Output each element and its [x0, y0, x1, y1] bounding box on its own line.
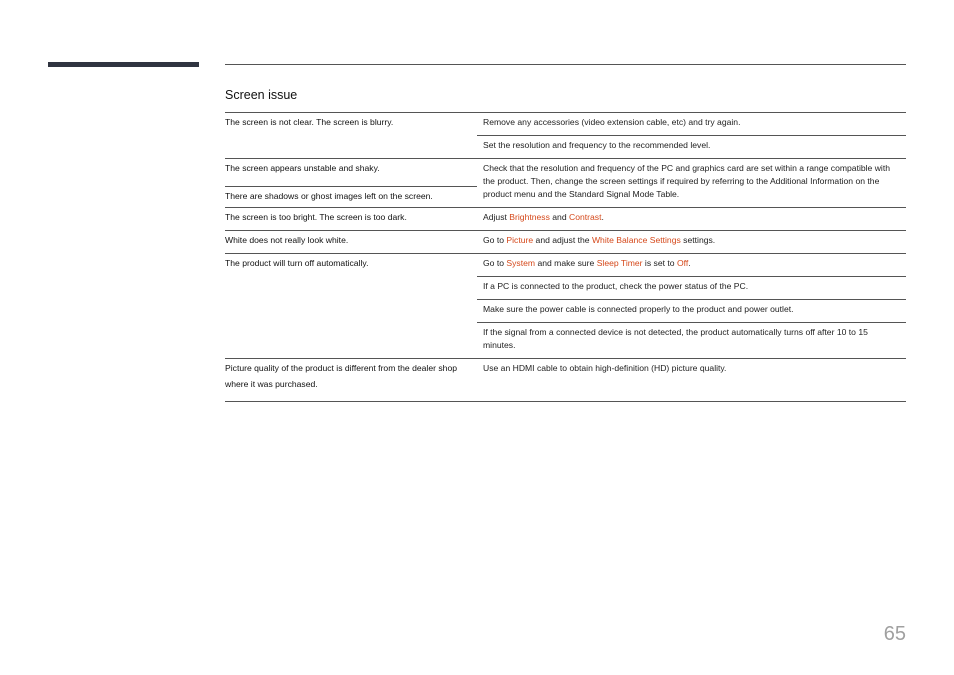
solution-cell: If the signal from a connected device is not detected, the product automatically turns off after 10 to 15 minutes.: [483, 327, 868, 350]
table-row: [225, 359, 906, 402]
menu-term-brightness: Brightness: [509, 212, 550, 222]
table-row: [225, 208, 906, 231]
solution-cell: Go to System and make sure Sleep Timer is set to Off.: [477, 254, 906, 277]
problem-cell: The product will turn off automatically.: [225, 258, 369, 268]
table-row: [225, 113, 906, 159]
solution-cell: Make sure the power cable is connected properly to the product and power outlet.: [477, 300, 906, 323]
chapter-marker-bar: [48, 62, 199, 67]
menu-term-sleep-timer: Sleep Timer: [596, 258, 643, 268]
solution-cell: Go to Picture and adjust the White Balance Settings settings.: [483, 235, 716, 245]
solution-cell: Use an HDMI cable to obtain high-definition (HD) picture quality.: [483, 363, 727, 373]
problem-cell: Picture quality of the product is different from the dealer shop where it was purchased.: [225, 363, 458, 389]
menu-term-picture: Picture: [506, 235, 534, 245]
menu-term-white-balance: White Balance Settings: [591, 235, 681, 245]
solution-cell: If a PC is connected to the product, check the power status of the PC.: [477, 277, 906, 300]
problem-cell: There are shadows or ghost images left on the screen.: [225, 191, 433, 201]
solution-cell: Remove any accessories (video extension cable, etc) and try again.: [477, 113, 906, 136]
table-row: [225, 159, 906, 208]
troubleshooting-table: [225, 112, 906, 402]
table-row: [225, 254, 906, 359]
menu-term-off: Off: [676, 258, 689, 268]
problem-cell: White does not really look white.: [225, 235, 349, 245]
menu-term-system: System: [506, 258, 536, 268]
problem-cell: The screen is too bright. The screen is too dark.: [225, 212, 407, 222]
problem-cell: The screen appears unstable and shaky.: [225, 159, 477, 187]
solution-cell: Check that the resolution and frequency of the PC and graphics card are set within a range compatible with the product. Then, change the screen settings if required by referring to the Additional Information on the product menu and the Standard Signal Mode Table.: [483, 163, 891, 199]
menu-term-contrast: Contrast: [569, 212, 602, 222]
table-row: [225, 231, 906, 254]
header-rule: [225, 64, 906, 65]
solution-cell: Adjust Brightness and Contrast.: [483, 212, 604, 222]
section-title: Screen issue: [225, 88, 298, 102]
page-number: 65: [883, 623, 906, 645]
solution-cell: Set the resolution and frequency to the recommended level.: [483, 140, 711, 150]
problem-cell: The screen is not clear. The screen is blurry.: [225, 117, 394, 127]
